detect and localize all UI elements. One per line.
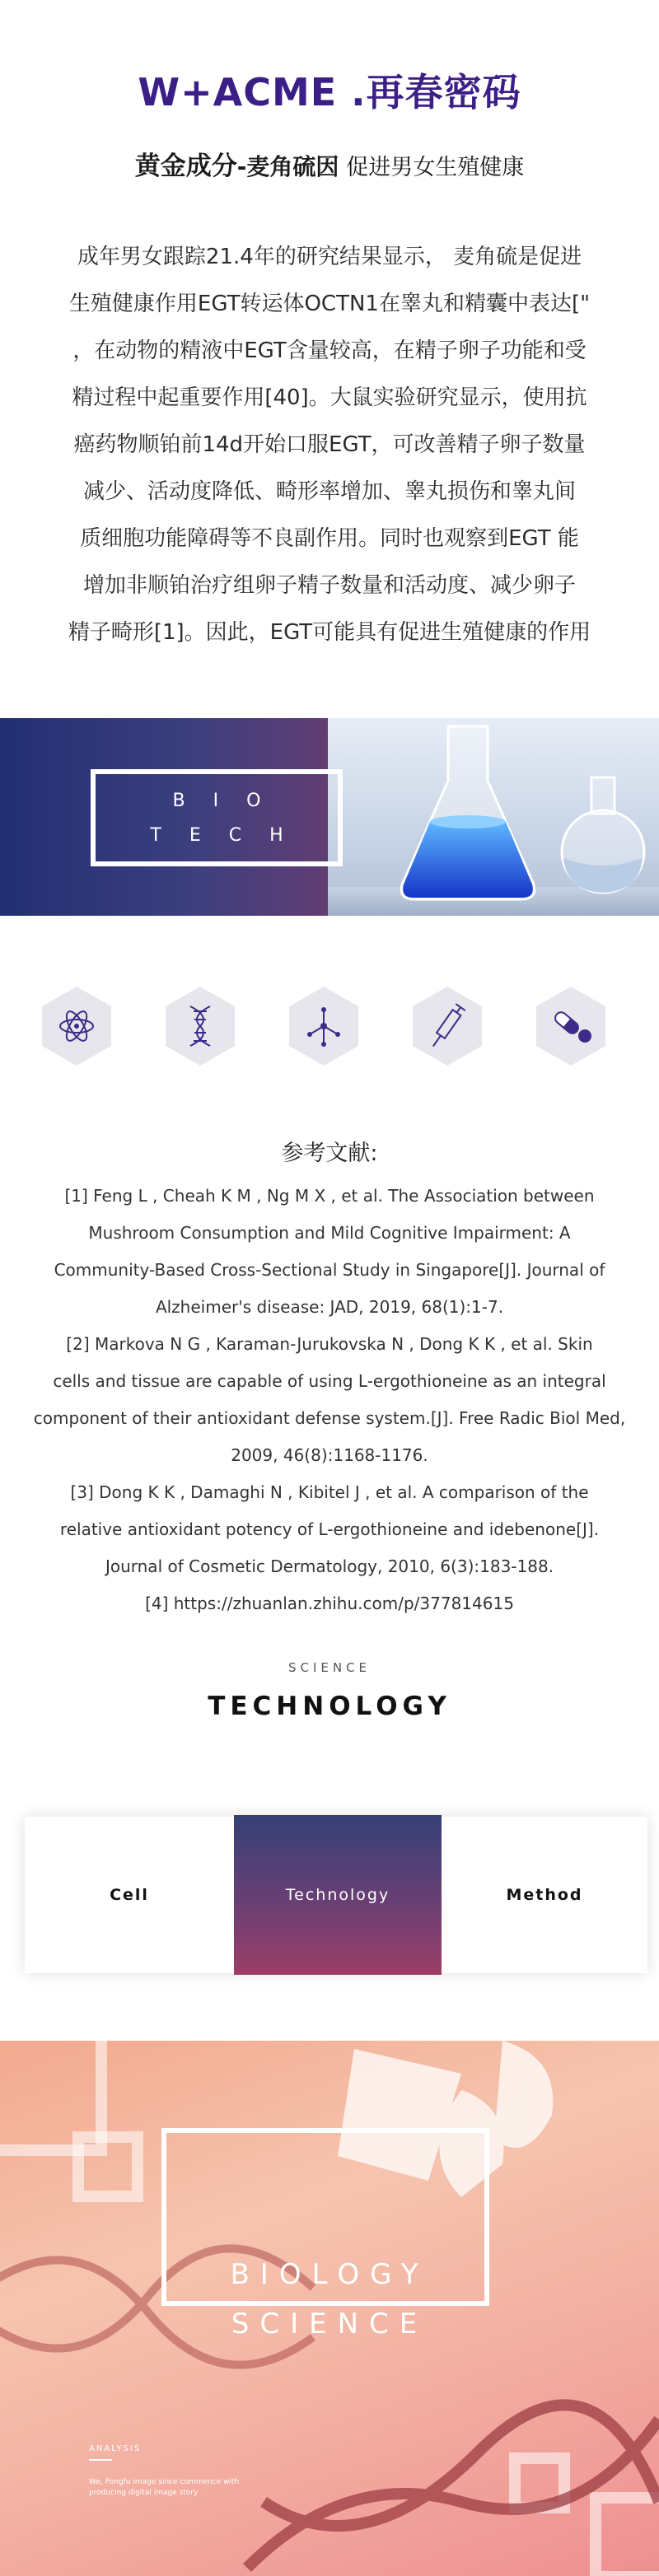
references-list	[33, 1178, 626, 1622]
reference-line: Mushroom Consumption and Mild Cognitive Impairment: A	[88, 1223, 571, 1243]
body-paragraph	[31, 234, 628, 656]
analysis-text: We, Pongfu image since commence with producing digital image story	[89, 2478, 240, 2497]
page-subtitle	[0, 145, 659, 182]
beaker-icon	[554, 776, 652, 899]
reference-line: [4] https://zhuanlan.zhihu.com/p/377814615	[145, 1594, 514, 1613]
capsule-icon	[534, 985, 608, 1067]
tab-method[interactable]: Method	[506, 1886, 583, 1904]
body-line: 增加非顺铂治疗组卵子精子数量和活动度、减少卵子	[82, 573, 576, 598]
syringe-icon	[410, 985, 484, 1067]
body-line: 精子畸形[1]。因此，EGT可能具有促进生殖健康的作用	[68, 620, 591, 645]
analysis-label: ANALYSIS	[89, 2444, 142, 2453]
poster-line1: BIOLOGY	[230, 2258, 429, 2291]
body-line: ，在动物的精液中EGT含量较高，在精子卵子功能和受	[72, 338, 587, 363]
body-line: 癌药物顺铂前14d开始口服EGT，可改善精子卵子数量	[73, 432, 586, 457]
reference-line: Journal of Cosmetic Dermatology, 2010, 6(3):183-188.	[105, 1556, 554, 1576]
body-line: 生殖健康作用EGT转运体OCTN1在睾丸和精囊中表达["	[68, 292, 591, 316]
reference-line: component of their antioxidant defense system.[J]. Free Radic Biol Med,	[33, 1408, 626, 1428]
subtitle-part1: 黄金成分	[134, 152, 237, 181]
reference-line: 2009, 46(8):1168-1176.	[231, 1445, 428, 1465]
body-line: 成年男女跟踪21.4年的研究结果显示， 麦角硫是促进	[77, 245, 582, 269]
poster-line2: SCIENCE	[231, 2308, 428, 2340]
subtitle-part3: 促进男女生殖健康	[346, 155, 525, 180]
analysis-divider	[89, 2459, 112, 2461]
page-title: W+ACME .再春密码	[138, 70, 521, 114]
body-line: 质细胞功能障碍等不良副作用。同时也观察到EGT 能	[80, 526, 579, 551]
category-tabs	[25, 1817, 647, 1973]
science-label: SCIENCE	[287, 1660, 372, 1675]
atom-icon	[40, 985, 114, 1067]
references-title: 参考文献:	[281, 1141, 378, 1166]
reference-line: Community-Based Cross-Sectional Study in Singapore[J]. Journal of	[54, 1260, 605, 1280]
tab-cell[interactable]: Cell	[110, 1886, 149, 1904]
body-line: 减少、活动度降低、畸形率增加、睾丸损伤和睾丸间	[82, 479, 576, 504]
biotech-frame	[91, 769, 343, 866]
tab-technology[interactable]: Technology	[234, 1815, 442, 1975]
reference-line: relative antioxidant potency of L-ergothioneine and idebenone[J].	[59, 1519, 600, 1539]
dna-icon	[163, 985, 237, 1067]
reference-line: cells and tissue are capable of using L-ergothioneine as an integral	[53, 1371, 606, 1391]
subtitle-part2: 麦角硫因	[246, 153, 339, 180]
body-line: 精过程中起重要作用[40]。大鼠实验研究显示，使用抗	[72, 385, 587, 410]
icon-row	[0, 985, 659, 1071]
technology-heading: TECHNOLOGY	[208, 1692, 451, 1721]
reference-line: [2] Markova N G , Karaman-Jurukovska N , Dong K K , et al. Skin	[66, 1334, 593, 1354]
reference-line: [3] Dong K K , Damaghi N , Kibitel J , et al. A comparison of the	[70, 1482, 589, 1502]
biotech-line2: TECH	[150, 825, 311, 846]
molecule-icon	[287, 985, 361, 1067]
reference-line: [1] Feng L , Cheah K M , Ng M X , et al. The Association between	[64, 1186, 595, 1206]
flask-icon	[394, 723, 542, 908]
reference-line: Alzheimer's disease: JAD, 2019, 68(1):1-7.	[155, 1297, 504, 1317]
biotech-line1: BIO	[172, 791, 289, 811]
biotech-banner	[0, 718, 659, 916]
subtitle-dash: -	[236, 153, 247, 180]
